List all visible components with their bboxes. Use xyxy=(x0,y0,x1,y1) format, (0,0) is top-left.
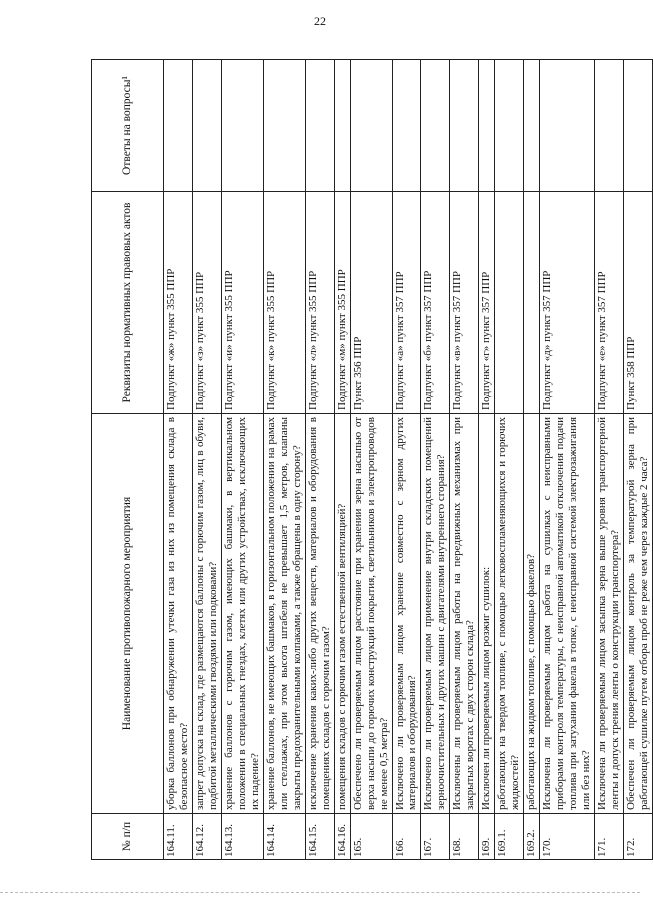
row-ref: Подпункт «к» пункт 355 ППР xyxy=(263,192,305,414)
row-ref: Подпункт «л» пункт 355 ППР xyxy=(305,192,334,414)
row-text: хранение баллонов с горючим газом, имеющих башмаки, в вертикальном положении в специальных гнездах, клетях или других устройствах, исключающих их падение? xyxy=(221,414,263,814)
row-text: Обеспечен ли проверяемым лицом контроль за температурой зерна при работающей сушилке путем отбора проб не реже чем через каждые 2 часа? xyxy=(624,414,653,814)
row-text: помещения складов с горючим газом естественной вентиляцией? xyxy=(334,414,350,814)
row-answer-cell[interactable] xyxy=(479,60,495,192)
row-ref: Подпункт «и» пункт 355 ППР xyxy=(221,192,263,414)
row-ref xyxy=(495,192,524,414)
table-row xyxy=(192,60,221,860)
header-num: № п/п xyxy=(92,814,164,860)
row-answer-cell[interactable] xyxy=(450,60,479,192)
row-num: 164.14. xyxy=(263,814,305,860)
row-num: 166. xyxy=(392,814,421,860)
row-answer-cell[interactable] xyxy=(221,60,263,192)
row-ref: Подпункт «д» пункт 357 ППР xyxy=(540,192,595,414)
row-text: Исключено ли проверяемым лицом хранение совместно с зерном других материалов и оборудования? xyxy=(392,414,421,814)
table-row xyxy=(450,60,479,860)
table-row xyxy=(350,60,392,860)
table-row xyxy=(263,60,305,860)
row-answer-cell[interactable] xyxy=(595,60,624,192)
row-text: Исключен ли проверяемым лицом розжиг сушилок: xyxy=(479,414,495,814)
row-num: 169.1. xyxy=(495,814,524,860)
row-text: Исключены ли проверяемым лицом работы на передвижных механизмах при закрытых воротах с двух сторон склада? xyxy=(450,414,479,814)
table-row xyxy=(392,60,421,860)
row-num: 169.2. xyxy=(524,814,540,860)
row-ref: Пункт 356 ППР xyxy=(350,192,392,414)
row-num: 164.11. xyxy=(164,814,193,860)
row-answer-cell[interactable] xyxy=(334,60,350,192)
row-answer-cell[interactable] xyxy=(305,60,334,192)
row-text: Обеспечено ли проверяемым лицом расстояние при хранении зерна насыпью от верха насыпи до горючих конструкций покрытия, светильников и электропроводов не менее 0,5 метра? xyxy=(350,414,392,814)
row-answer-cell[interactable] xyxy=(524,60,540,192)
scan-edge-divider xyxy=(0,892,640,893)
row-num: 165. xyxy=(350,814,392,860)
row-ref: Подпункт «м» пункт 355 ППР xyxy=(334,192,350,414)
table-header-row xyxy=(92,60,164,860)
row-answer-cell[interactable] xyxy=(624,60,653,192)
row-num: 164.16. xyxy=(334,814,350,860)
table-row xyxy=(164,60,193,860)
table-row xyxy=(421,60,450,860)
fire-safety-checklist-table xyxy=(91,59,653,860)
row-answer-cell[interactable] xyxy=(495,60,524,192)
row-ref: Подпункт «а» пункт 357 ППР xyxy=(392,192,421,414)
row-num: 164.15. xyxy=(305,814,334,860)
row-answer-cell[interactable] xyxy=(421,60,450,192)
header-ref: Реквизиты нормативных правовых актов xyxy=(92,192,164,414)
table-row xyxy=(624,60,653,860)
table-row xyxy=(540,60,595,860)
row-text: уборка баллонов при обнаружении утечки газа из них из помещения склада в безопасное место? xyxy=(164,414,193,814)
row-answer-cell[interactable] xyxy=(164,60,193,192)
table-row xyxy=(305,60,334,860)
header-name: Наименование противопожарного мероприятия xyxy=(92,414,164,814)
table-row xyxy=(495,60,524,860)
row-text: исключение хранения каких-либо других веществ, материалов и оборудования в помещениях складов с горючим газом? xyxy=(305,414,334,814)
table-row xyxy=(334,60,350,860)
row-ref: Подпункт «г» пункт 357 ППР xyxy=(479,192,495,414)
row-num: 168. xyxy=(450,814,479,860)
table-row xyxy=(221,60,263,860)
rotated-table-container xyxy=(91,60,650,860)
table-row xyxy=(479,60,495,860)
row-num: 169. xyxy=(479,814,495,860)
row-num: 171. xyxy=(595,814,624,860)
row-num: 164.13. xyxy=(221,814,263,860)
table-row xyxy=(595,60,624,860)
row-text: запрет допуска на склад, где размещаются баллоны с горючим газом, лиц в обуви, подбитой металлическими гвоздями или подковами? xyxy=(192,414,221,814)
row-text: Исключена ли проверяемым лицом засыпка зерна выше уровня транспортерной ленты и допуск трения ленты о конструкции транспортера? xyxy=(595,414,624,814)
row-num: 170. xyxy=(540,814,595,860)
row-ref xyxy=(524,192,540,414)
row-ref: Подпункт «з» пункт 355 ППР xyxy=(192,192,221,414)
row-answer-cell[interactable] xyxy=(540,60,595,192)
row-ref: Подпункт «б» пункт 357 ППР xyxy=(421,192,450,414)
row-text: хранение баллонов, не имеющих башмаков, в горизонтальном положении на рамах или стеллажах, при этом высота штабеля не превышает 1,5 метров, клапаны закрыты предохранительными колпаками, а также обращены в одну сторону? xyxy=(263,414,305,814)
row-text: работающих на твердом топливе, с помощью легковоспламеняющихся и горючих жидкостей? xyxy=(495,414,524,814)
row-text: Исключена ли проверяемым лицом работа на сушилках с неисправными приборами контроля температуры, с неисправной автоматикой отключения подачи топлива при затухании факела в топке, с неисправной системой электрозажигания или без них? xyxy=(540,414,595,814)
row-num: 172. xyxy=(624,814,653,860)
row-answer-cell[interactable] xyxy=(350,60,392,192)
row-answer-cell[interactable] xyxy=(392,60,421,192)
row-text: работающих на жидком топливе, с помощью факелов? xyxy=(524,414,540,814)
table-row xyxy=(524,60,540,860)
row-text: Исключено ли проверяемым лицом применение внутри складских помещений зерноочистительных и других машин с двигателями внутреннего сгорания? xyxy=(421,414,450,814)
row-ref: Подпункт «е» пункт 357 ППР xyxy=(595,192,624,414)
row-num: 164.12. xyxy=(192,814,221,860)
row-answer-cell[interactable] xyxy=(263,60,305,192)
page-number: 22 xyxy=(314,14,326,28)
row-ref: Подпункт «ж» пункт 355 ППР xyxy=(164,192,193,414)
row-num: 167. xyxy=(421,814,450,860)
row-ref: Подпункт «в» пункт 357 ППР xyxy=(450,192,479,414)
header-answer: Ответы на вопросы¹ xyxy=(92,60,164,192)
row-answer-cell[interactable] xyxy=(192,60,221,192)
row-ref: Пункт 358 ППР xyxy=(624,192,653,414)
